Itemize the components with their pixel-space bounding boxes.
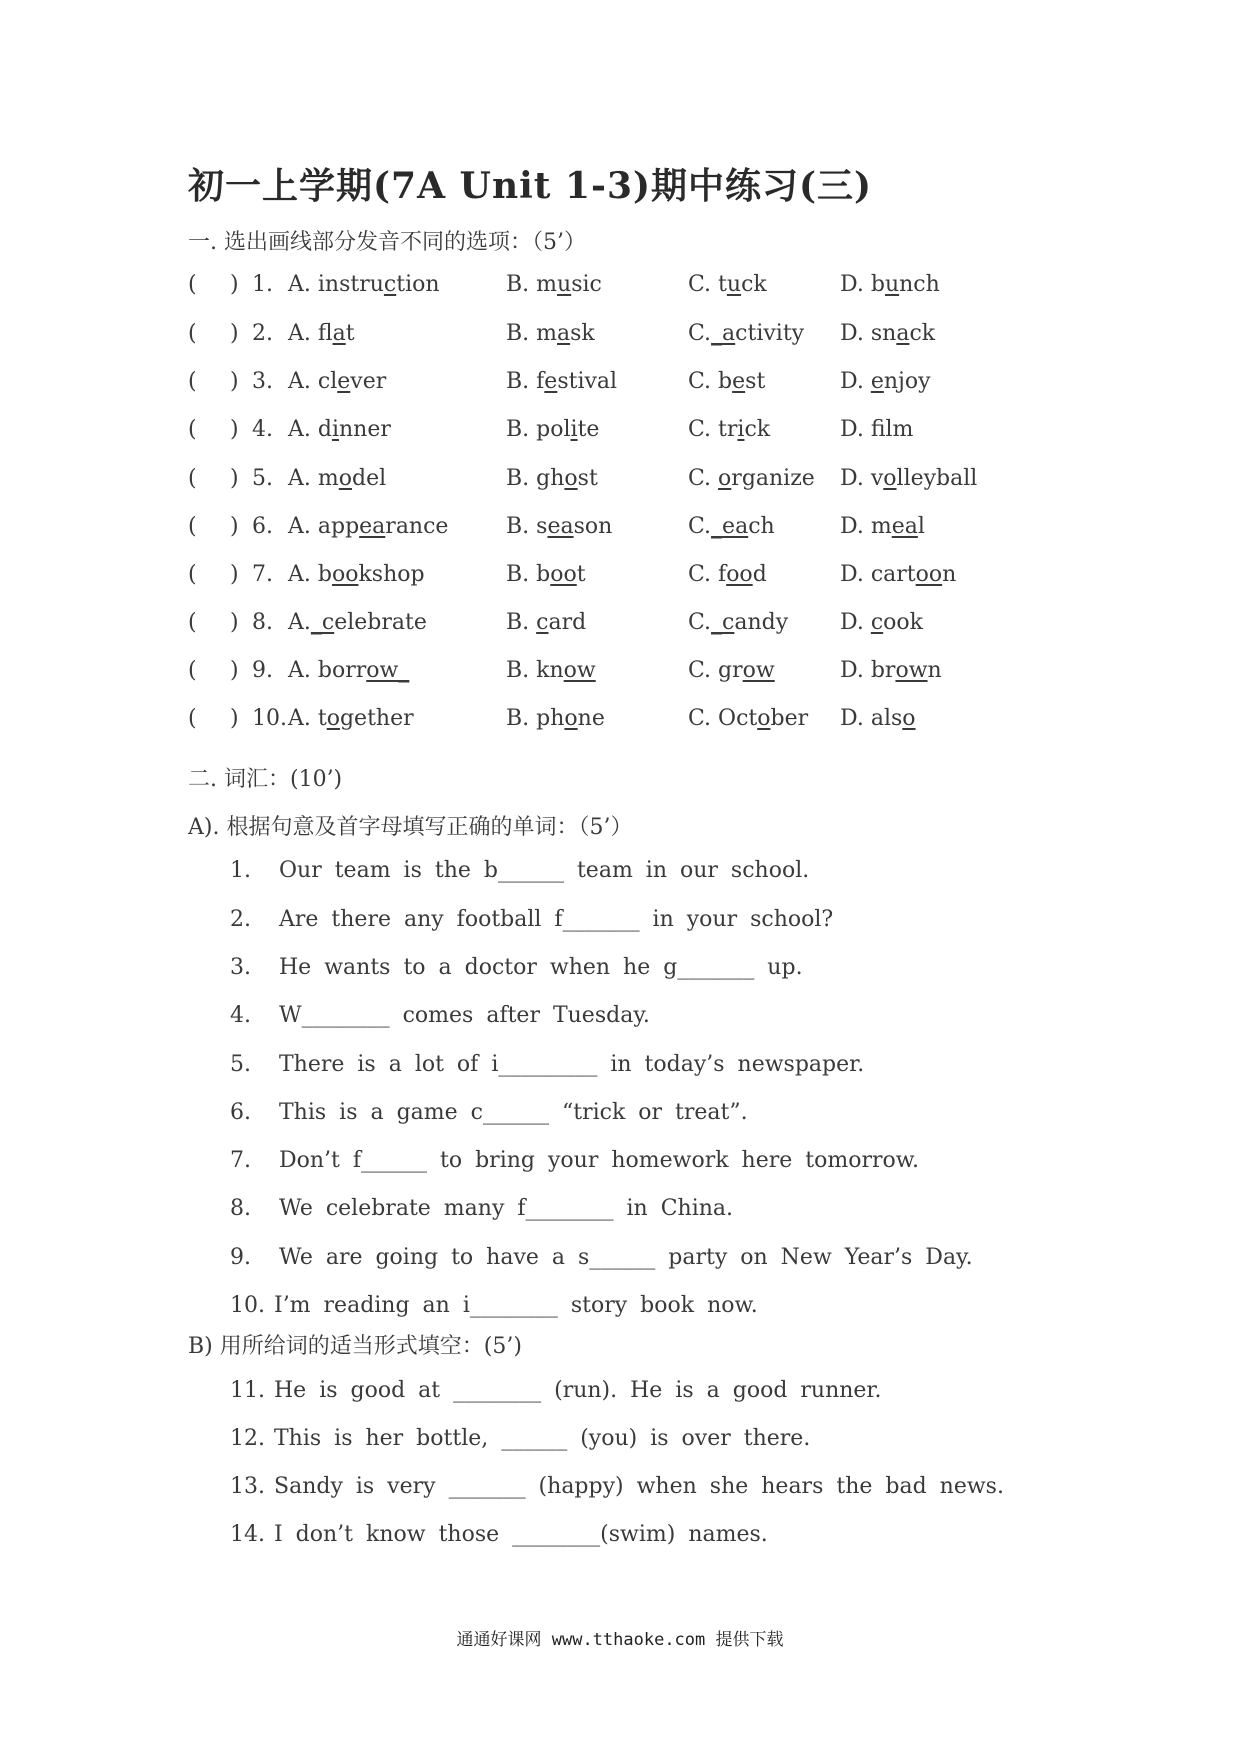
option-text: n [927, 658, 942, 683]
underlined-letters: _c [711, 610, 735, 635]
option-text: B. gh [506, 466, 565, 491]
option-text: ch [748, 514, 775, 539]
option-a [288, 562, 425, 587]
question-number: 13. [230, 1474, 265, 1499]
fill-blank-question [230, 1426, 1030, 1458]
option-text: A. t [288, 706, 327, 731]
underlined-letters: ow_ [366, 658, 410, 683]
option-b [506, 321, 595, 346]
answer-bracket-close: ) [230, 658, 239, 683]
option-text: nch [899, 272, 940, 297]
answer-bracket-open: ( [188, 321, 197, 346]
underlined-letters: c [870, 610, 884, 635]
option-b [506, 466, 598, 491]
question-text: I don’t know those ________(swim) names. [274, 1522, 768, 1547]
question-number: 8. [230, 1196, 251, 1221]
option-text: ctivity [735, 321, 805, 346]
question-number: 4. [252, 417, 273, 442]
question-text: Our team is the b______ team in our school. [279, 858, 810, 883]
option-c [688, 610, 788, 635]
option-d [840, 706, 916, 731]
question-number: 1. [230, 858, 251, 883]
question-number: 8. [252, 610, 273, 635]
underlined-letters: ea [547, 514, 574, 539]
answer-bracket-close: ) [230, 562, 239, 587]
option-text: ver [350, 369, 387, 394]
footer-credit: 通通好课网 www.tthaoke.com 提供下载 [456, 1630, 784, 1650]
question-number: 3. [230, 955, 251, 980]
option-text: rance [385, 514, 449, 539]
option-text: C. b [688, 369, 733, 394]
option-text: ck [909, 321, 936, 346]
option-text: elebrate [334, 610, 427, 635]
underlined-letters: u [557, 272, 572, 297]
fill-blank-question [230, 1148, 1030, 1180]
answer-bracket-close: ) [230, 369, 239, 394]
question-number: 14. [230, 1522, 265, 1547]
option-text: A. [288, 610, 311, 635]
underlined-letters: _c [310, 610, 335, 635]
question-text: There is a lot of i_________ in today’s newspaper. [279, 1052, 865, 1077]
part-b-heading: B) 用所给词的适当形式填空：(5’) [188, 1334, 522, 1359]
underlined-letters: oo [915, 562, 943, 587]
option-a [288, 272, 440, 297]
option-text: A. m [288, 466, 339, 491]
option-text: lm [885, 417, 914, 442]
option-text: D. br [840, 658, 896, 683]
option-text: A. instru [288, 272, 384, 297]
underlined-letters: e [732, 369, 746, 394]
option-text: B. [506, 610, 537, 635]
question-number: 10. [252, 706, 287, 731]
answer-bracket-open: ( [188, 706, 197, 731]
underlined-letters: ow [742, 658, 775, 683]
question-number: 5. [230, 1052, 251, 1077]
answer-bracket-open: ( [188, 369, 197, 394]
option-text: C. [688, 610, 712, 635]
option-b [506, 706, 605, 731]
question-number: 6. [230, 1100, 251, 1125]
option-c [688, 706, 808, 731]
question-number: 10. [230, 1293, 265, 1318]
question-number: 9. [230, 1245, 251, 1270]
option-text: B. m [506, 321, 558, 346]
pronunciation-question [188, 272, 1088, 304]
option-text: D. [840, 369, 871, 394]
option-text: A. fl [288, 321, 333, 346]
answer-bracket-open: ( [188, 514, 197, 539]
option-text: gether [339, 706, 414, 731]
option-text: D. f [840, 417, 886, 442]
question-text: Are there any football f_______ in your school? [279, 907, 834, 932]
option-d [840, 272, 940, 297]
underlined-letters: c [536, 610, 549, 635]
fill-blank-question [230, 858, 1030, 890]
underlined-letters: oo [726, 562, 753, 587]
option-d [840, 562, 956, 587]
underlined-letters: i [331, 417, 340, 442]
option-a [288, 514, 448, 539]
option-text: C. [688, 321, 712, 346]
fill-blank-question [230, 1003, 1030, 1035]
option-text: A. cl [288, 369, 338, 394]
option-text: A. b [288, 562, 332, 587]
option-a [288, 610, 427, 635]
underlined-letters: i [737, 417, 745, 442]
answer-bracket-close: ) [230, 610, 239, 635]
pronunciation-question [188, 610, 1088, 642]
fill-blank-question [230, 907, 1030, 939]
option-text: D. v [840, 466, 884, 491]
pronunciation-question [188, 369, 1088, 401]
pronunciation-question [188, 658, 1088, 690]
pronunciation-question [188, 321, 1088, 353]
answer-bracket-open: ( [188, 562, 197, 587]
underlined-letters: o [326, 706, 340, 731]
option-c [688, 272, 767, 297]
question-text: W________ comes after Tuesday. [279, 1003, 650, 1028]
underlined-letters: o [564, 466, 578, 491]
option-text: A. borr [288, 658, 367, 683]
question-text: We are going to have a s______ party on New Year’s Day. [279, 1245, 973, 1270]
fill-blank-question [230, 1100, 1030, 1132]
underlined-letters: a [332, 321, 346, 346]
option-d [840, 369, 931, 394]
option-text: d [752, 562, 767, 587]
answer-bracket-close: ) [230, 514, 239, 539]
option-text: stival [557, 369, 618, 394]
option-text: D. [840, 610, 871, 635]
option-b [506, 272, 602, 297]
underlined-letters: o [564, 706, 578, 731]
underlined-letters: o [718, 466, 732, 491]
underlined-letters: u [726, 272, 742, 297]
option-c [688, 466, 815, 491]
option-a [288, 321, 355, 346]
question-number: 6. [252, 514, 273, 539]
underlined-letters: c [383, 272, 397, 297]
option-c [688, 369, 765, 394]
option-b [506, 417, 599, 442]
option-c [688, 562, 767, 587]
answer-bracket-close: ) [230, 466, 239, 491]
option-text: D. sn [840, 321, 897, 346]
fill-blank-question [230, 1245, 1030, 1277]
fill-blank-question [230, 1293, 1030, 1325]
underlined-letters: ea [359, 514, 386, 539]
underlined-letters: o [757, 706, 771, 731]
option-text: C. Oct [688, 706, 758, 731]
pronunciation-question [188, 706, 1088, 738]
option-text: D. cart [840, 562, 916, 587]
underlined-letters: u [884, 272, 900, 297]
option-c [688, 658, 775, 683]
answer-bracket-close: ) [230, 321, 239, 346]
underlined-letters: ea [891, 514, 918, 539]
option-d [840, 466, 977, 491]
fill-blank-question [230, 1474, 1030, 1506]
answer-bracket-open: ( [188, 658, 197, 683]
option-b [506, 610, 586, 635]
question-text: He wants to a doctor when he g_______ up. [279, 955, 803, 980]
option-b [506, 562, 586, 587]
answer-bracket-close: ) [230, 417, 239, 442]
answer-bracket-open: ( [188, 466, 197, 491]
option-text: st [745, 369, 766, 394]
question-text: This is a game c______ “trick or treat”. [279, 1100, 748, 1125]
question-text: Sandy is very _______ (happy) when she hears the bad news. [274, 1474, 1004, 1499]
fill-blank-question [230, 1522, 1030, 1554]
option-text: lleyball [896, 466, 978, 491]
option-text: B. ph [506, 706, 565, 731]
option-text: C. gr [688, 658, 743, 683]
option-text: rganize [731, 466, 815, 491]
answer-bracket-open: ( [188, 417, 197, 442]
option-text: t [576, 562, 586, 587]
option-text: C. t [688, 272, 727, 297]
underlined-letters: oo [331, 562, 359, 587]
option-text: ck [744, 417, 771, 442]
option-text: kshop [358, 562, 425, 587]
underlined-letters: _ea [711, 514, 749, 539]
option-text: ber [770, 706, 809, 731]
option-text: nner [339, 417, 391, 442]
question-number: 12. [230, 1426, 265, 1451]
underlined-letters: oo [550, 562, 577, 587]
option-c [688, 321, 804, 346]
option-text: D. als [840, 706, 903, 731]
question-text: We celebrate many f________ in China. [279, 1196, 734, 1221]
question-number: 7. [252, 562, 273, 587]
answer-bracket-close: ) [230, 706, 239, 731]
question-number: 5. [252, 466, 273, 491]
option-d [840, 610, 923, 635]
option-text: ck [741, 272, 767, 297]
option-a [288, 369, 386, 394]
option-text: n [942, 562, 957, 587]
option-d [840, 658, 942, 683]
underlined-letters: ow [895, 658, 928, 683]
question-number: 3. [252, 369, 273, 394]
page-title: 初一上学期(7A Unit 1-3)期中练习(三) [188, 165, 873, 207]
option-d [840, 514, 925, 539]
option-text: B. kn [506, 658, 564, 683]
option-text: ook [883, 610, 923, 635]
underlined-letters: a [896, 321, 910, 346]
option-a [288, 417, 391, 442]
question-number: 9. [252, 658, 273, 683]
option-text: l [917, 514, 925, 539]
option-d [840, 321, 935, 346]
option-text: A. app [288, 514, 360, 539]
option-text: C. tr [688, 417, 738, 442]
question-number: 7. [230, 1148, 251, 1173]
option-c [688, 514, 775, 539]
underlined-letters: ow [563, 658, 596, 683]
option-c [688, 417, 770, 442]
option-d [840, 417, 913, 442]
option-text: C. [688, 466, 719, 491]
option-text: B. pol [506, 417, 571, 442]
option-a [288, 658, 409, 683]
option-text: ard [548, 610, 587, 635]
question-text: Don’t f______ to bring your homework here tomorrow. [279, 1148, 919, 1173]
underlined-letters: o [883, 466, 897, 491]
question-number: 11. [230, 1378, 265, 1403]
option-text: D. b [840, 272, 885, 297]
question-text: I’m reading an i________ story book now. [274, 1293, 758, 1318]
question-number: 4. [230, 1003, 251, 1028]
option-text: D. m [840, 514, 892, 539]
option-b [506, 369, 617, 394]
option-text: B. f [506, 369, 545, 394]
answer-bracket-close: ) [230, 272, 239, 297]
option-text: B. b [506, 562, 551, 587]
option-text: sk [570, 321, 595, 346]
option-a [288, 706, 414, 731]
section-2-heading: 二. 词汇：(10’) [188, 767, 343, 792]
underlined-letters: e [870, 369, 884, 394]
fill-blank-question [230, 1196, 1030, 1228]
pronunciation-question [188, 514, 1088, 546]
underlined-letters: _a [711, 321, 736, 346]
option-text: andy [734, 610, 789, 635]
question-number: 1. [252, 272, 273, 297]
pronunciation-question [188, 466, 1088, 498]
option-a [288, 466, 386, 491]
option-text: del [352, 466, 387, 491]
option-text: t [345, 321, 355, 346]
option-text: C. [688, 514, 712, 539]
option-text: st [577, 466, 598, 491]
option-b [506, 658, 596, 683]
fill-blank-question [230, 955, 1030, 987]
section-1-heading: 一. 选出画线部分发音不同的选项：（5’） [188, 230, 586, 255]
underlined-letters: a [557, 321, 571, 346]
question-text: He is good at ________ (run). He is a good runner. [274, 1378, 882, 1403]
option-text: A. d [288, 417, 332, 442]
question-number: 2. [230, 907, 251, 932]
fill-blank-question [230, 1378, 1030, 1410]
question-text: This is her bottle, ______ (you) is over there. [274, 1426, 811, 1451]
option-text: B. s [506, 514, 548, 539]
option-text: B. m [506, 272, 558, 297]
option-text: C. f [688, 562, 727, 587]
question-number: 2. [252, 321, 273, 346]
option-text: tion [396, 272, 440, 297]
pronunciation-question [188, 562, 1088, 594]
pronunciation-question [188, 417, 1088, 449]
answer-bracket-open: ( [188, 272, 197, 297]
underlined-letters: o [338, 466, 352, 491]
underlined-letters: e [544, 369, 558, 394]
part-a-heading: A). 根据句意及首字母填写正确的单词：（5’） [188, 815, 633, 840]
option-text: ne [577, 706, 605, 731]
option-text: son [573, 514, 613, 539]
underlined-letters: o [902, 706, 916, 731]
option-text: te [577, 417, 600, 442]
option-text: sic [571, 272, 602, 297]
underlined-letters: e [337, 369, 351, 394]
fill-blank-question [230, 1052, 1030, 1084]
option-text: njoy [883, 369, 931, 394]
underlined-letters: i [570, 417, 578, 442]
option-b [506, 514, 612, 539]
answer-bracket-open: ( [188, 610, 197, 635]
